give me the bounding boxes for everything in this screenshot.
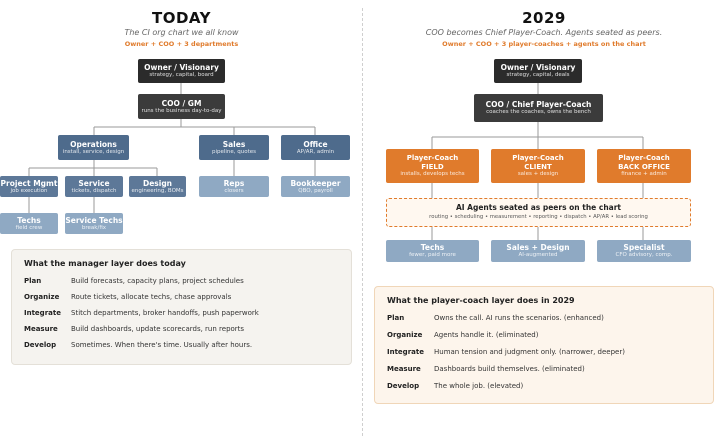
node-title: Owner / Visionary — [144, 63, 219, 72]
owner-node-2029 — [494, 59, 582, 83]
node-sub: runs the business day-to-day — [141, 107, 222, 114]
node-title: Techs — [17, 215, 41, 225]
node-title: Owner / Visionary — [500, 63, 576, 72]
node-sub: strategy, capital, deals — [506, 72, 570, 78]
row-value: Owns the call. AI runs the scenarios. (enhanced) — [434, 314, 604, 322]
player-coach-field — [386, 149, 479, 183]
panel-row — [387, 331, 707, 341]
node-title: Specialist — [623, 243, 665, 252]
panel-row — [24, 325, 344, 335]
coo-node-2029 — [474, 94, 603, 122]
node-sub: installs, develops techs — [400, 171, 465, 177]
row-key: Integrate — [24, 309, 61, 317]
node-sub: AP/AR, admin — [296, 148, 335, 155]
future-title: 2029 — [522, 9, 566, 27]
row-value: Stitch departments, broker handoffs, push paperwork — [71, 309, 259, 317]
row-value: Agents handle it. (eliminated) — [434, 331, 539, 339]
ai-agents-band — [386, 198, 691, 227]
node-sub: coaches the coaches, owns the bench — [486, 109, 591, 115]
today-title: TODAY — [152, 9, 211, 27]
row-key: Develop — [24, 341, 57, 349]
node-title: Player-Coach — [512, 154, 564, 162]
node-title: Operations — [70, 139, 117, 149]
coo-node-today — [138, 94, 225, 119]
unit-service — [65, 176, 123, 197]
player-coach-layer-panel — [374, 286, 714, 404]
panel-row — [387, 314, 707, 324]
node-title: COO / GM — [161, 98, 202, 108]
node-sub: strategy, capital, board — [149, 72, 214, 78]
row-value: Dashboards build themselves. (eliminated) — [434, 365, 585, 373]
node-title: Reps — [223, 178, 245, 188]
node-title: Office — [303, 139, 328, 149]
unit-service-techs — [65, 213, 123, 234]
row-value: Human tension and judgment only. (narrower, deeper) — [434, 348, 625, 356]
unit-sales-design-2029 — [491, 240, 585, 262]
node-title-2: FIELD — [421, 162, 444, 171]
node-sub: break/fix — [81, 224, 107, 231]
unit-techs — [0, 213, 58, 234]
node-title: Player-Coach — [406, 154, 459, 162]
row-key: Plan — [24, 277, 42, 285]
node-title: Bookkeeper — [290, 178, 341, 188]
row-key: Organize — [24, 293, 60, 301]
panel-row — [24, 341, 344, 351]
node-title: Sales — [222, 139, 246, 149]
future-subtitle: COO becomes Chief Player-Coach. Agents seated as peers. — [425, 28, 663, 37]
unit-reps — [199, 176, 269, 197]
row-value: Build dashboards, update scorecards, run reports — [71, 325, 245, 333]
today-subtitle: The CI org chart we all know — [124, 28, 239, 37]
unit-bookkeeper — [281, 176, 350, 197]
node-sub: CFO advisory, comp. — [615, 252, 673, 258]
node-sub: closers — [224, 187, 244, 194]
dept-operations — [58, 135, 129, 160]
unit-specialist-2029 — [597, 240, 691, 262]
player-coach-back-office — [597, 149, 691, 183]
node-sub: fewer, paid more — [409, 252, 456, 258]
dept-sales — [199, 135, 269, 160]
row-value: Sometimes. When there's time. Usually after hours. — [71, 341, 253, 349]
panel-row — [387, 365, 707, 375]
unit-techs-2029 — [386, 240, 479, 262]
node-sub: engineering, BOMs — [131, 187, 184, 194]
today-note: Owner + COO + 3 departments — [124, 40, 239, 48]
panel-row — [24, 309, 344, 319]
player-coach-client — [491, 149, 585, 183]
unit-design — [129, 176, 186, 197]
row-key: Plan — [387, 314, 405, 322]
node-sub: sales + design — [517, 171, 559, 177]
node-title: Sales + Design — [506, 243, 570, 252]
panel-row — [387, 382, 707, 392]
panel-title: What the manager layer does today — [24, 259, 186, 268]
node-sub: field crew — [15, 224, 43, 231]
panel-title: What the player-coach layer does in 2029 — [387, 296, 575, 305]
panel-row — [387, 348, 707, 358]
panel-row — [24, 293, 344, 303]
node-title-2: BACK OFFICE — [618, 162, 670, 171]
node-title: Project Mgmt — [0, 178, 58, 188]
dept-office — [281, 135, 350, 160]
ai-functions: routing • scheduling • measurement • reporting • dispatch • AP/AR • lead scoring — [429, 214, 648, 220]
node-title: Techs — [420, 243, 445, 252]
node-title: Player-Coach — [618, 154, 670, 162]
row-key: Measure — [24, 325, 58, 333]
row-value: The whole job. (elevated) — [434, 382, 524, 390]
row-key: Organize — [387, 331, 423, 339]
owner-node-today — [138, 59, 225, 83]
row-key: Integrate — [387, 348, 424, 356]
node-sub: AI-augmented — [518, 252, 558, 258]
row-key: Develop — [387, 382, 420, 390]
node-sub: QBO, payroll — [298, 187, 333, 194]
node-title-2: CLIENT — [524, 162, 552, 171]
node-title: Design — [142, 178, 173, 188]
panel-row — [24, 277, 344, 287]
row-key: Measure — [387, 365, 421, 373]
node-sub: finance + admin — [621, 171, 667, 177]
node-sub: job execution — [10, 187, 48, 194]
unit-project-mgmt — [0, 176, 58, 197]
node-sub: install, service, design — [62, 148, 125, 155]
future-note: Owner + COO + 3 player-coaches + agents on the chart — [442, 40, 646, 48]
ai-title: AI Agents seated as peers on the chart — [455, 203, 622, 212]
node-title: Service — [78, 178, 110, 188]
manager-layer-panel — [11, 249, 352, 365]
node-sub: tickets, dispatch — [71, 187, 117, 194]
row-value: Route tickets, allocate techs, chase approvals — [71, 293, 232, 301]
row-value: Build forecasts, capacity plans, project schedules — [71, 277, 244, 285]
node-title: Service Techs — [65, 215, 123, 225]
node-title: COO / Chief Player-Coach — [485, 100, 592, 109]
node-sub: pipeline, quotes — [211, 148, 257, 155]
